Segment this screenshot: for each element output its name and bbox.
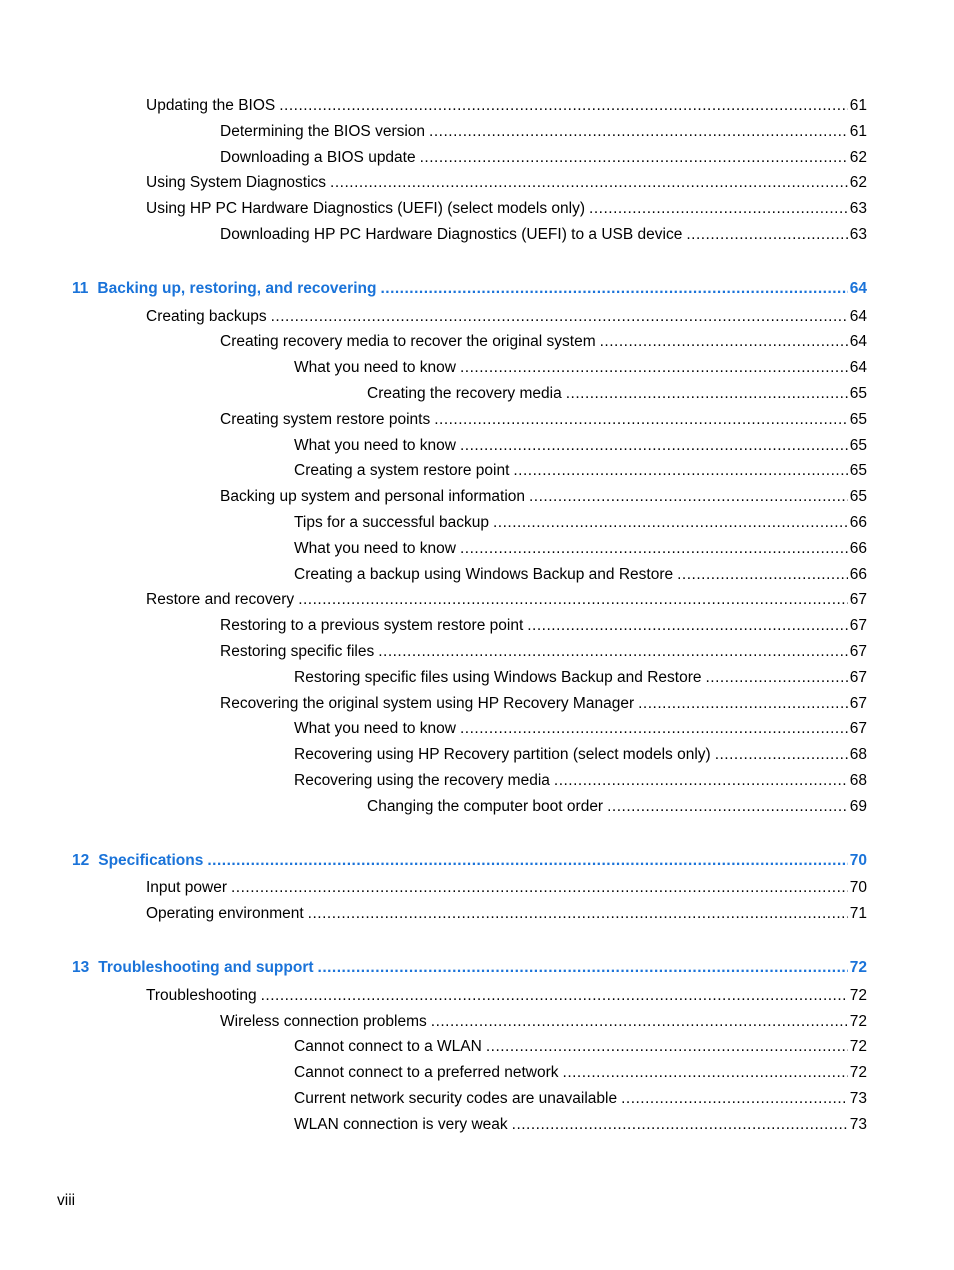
toc-entry-title: Using System Diagnostics (146, 174, 327, 192)
chapter-number: 13 (72, 959, 90, 976)
toc-page-number: 73 (849, 1115, 867, 1133)
toc-page-number: 72 (849, 986, 867, 1004)
dot-leader (638, 693, 848, 715)
toc-entry-title: Specifications (98, 851, 204, 869)
toc-page-number: 72 (849, 1064, 867, 1082)
chapter-number: 11 (72, 279, 89, 297)
dot-leader (563, 1062, 848, 1084)
toc-entry-title: Recovering using the recovery media (294, 772, 550, 789)
toc-entry-link[interactable] (294, 1062, 867, 1084)
toc-entry-title: Troubleshooting and support (98, 959, 314, 976)
toc-entry-title: Using HP PC Hardware Diagnostics (UEFI) (select models only) (146, 200, 586, 218)
dot-leader (513, 460, 847, 482)
toc-page-number: 67 (849, 668, 867, 686)
dot-leader (378, 641, 848, 663)
dot-leader (318, 957, 848, 979)
toc-entry-title: Creating recovery media to recover the original system (220, 333, 596, 351)
toc-entry-title: Updating the BIOS (146, 97, 276, 114)
toc-entry-title: Current network security codes are unavailable (294, 1090, 618, 1107)
dot-leader (460, 435, 848, 457)
dot-leader (460, 538, 848, 560)
page-number: viii (57, 1192, 76, 1209)
dot-leader (308, 903, 848, 925)
dot-leader (261, 985, 848, 1007)
toc-entry-title: Creating a backup using Windows Backup and Restore (294, 565, 674, 583)
toc-entry-title: Recovering using HP Recovery partition (select models only) (294, 746, 711, 764)
dot-leader (527, 615, 848, 637)
toc-page-number: 61 (849, 97, 867, 114)
toc-entry-title: Changing the computer boot order (367, 797, 604, 815)
toc-entry-title: Troubleshooting (146, 986, 257, 1004)
toc-entry-link[interactable] (294, 770, 867, 792)
toc-chapter-link[interactable] (72, 957, 867, 979)
toc-page-number: 68 (849, 772, 867, 789)
dot-leader (589, 198, 848, 220)
toc-page-number: 64 (849, 279, 867, 297)
dot-leader (621, 1088, 848, 1110)
toc-page-number: 72 (849, 959, 867, 976)
toc-entry-title: Cannot connect to a preferred network (294, 1064, 559, 1082)
dot-leader (460, 357, 848, 379)
toc-entry-link[interactable] (367, 383, 867, 405)
toc-chapter-link[interactable] (72, 278, 867, 300)
dot-leader (486, 1036, 848, 1058)
toc-entry-link[interactable] (294, 1114, 867, 1136)
toc-entry-link[interactable] (146, 877, 867, 899)
toc-page-number: 65 (849, 410, 867, 428)
toc-page-number: 68 (849, 746, 867, 764)
toc-entry-title: What you need to know (294, 359, 456, 377)
toc-page-number: 67 (849, 617, 867, 635)
toc-page-number: 62 (849, 148, 867, 166)
dot-leader (420, 147, 848, 169)
toc-page-number: 63 (849, 226, 867, 243)
toc-entry-title: Determining the BIOS version (220, 122, 426, 140)
toc-page-number: 65 (849, 436, 867, 454)
toc-page-number: 65 (849, 462, 867, 480)
toc-page-number: 71 (849, 905, 867, 923)
toc-page-number: 63 (849, 200, 867, 218)
toc-page-number: 65 (849, 488, 867, 506)
dot-leader (271, 306, 848, 328)
dot-leader (279, 95, 848, 117)
toc-page-number: 70 (849, 851, 867, 869)
toc-entry-title: Tips for a successful backup (294, 514, 489, 531)
dot-leader (706, 667, 848, 689)
toc-entry-link[interactable] (294, 512, 867, 534)
dot-leader (460, 718, 848, 740)
dot-leader (231, 877, 848, 899)
dot-leader (434, 409, 848, 431)
toc-entry-link[interactable] (220, 693, 867, 715)
toc-entry-title: WLAN connection is very weak (294, 1115, 508, 1133)
toc-entry-link[interactable] (294, 460, 867, 482)
toc-entry-title: Restoring specific files (220, 643, 375, 660)
toc-entry-title: Input power (146, 879, 227, 897)
dot-leader (686, 224, 847, 246)
toc-page-number: 66 (849, 539, 867, 557)
toc-entry-link[interactable] (294, 564, 867, 586)
dot-leader (431, 1011, 848, 1033)
dot-leader (554, 770, 848, 792)
toc-entry-title: Restore and recovery (146, 591, 295, 609)
toc-entry-link[interactable] (220, 147, 867, 169)
toc-entry-link[interactable] (220, 331, 867, 353)
dot-leader (677, 564, 848, 586)
toc-entry-title: Cannot connect to a WLAN (294, 1038, 482, 1056)
toc-entry-link[interactable] (294, 1088, 867, 1110)
toc-entry-link[interactable] (220, 641, 867, 663)
toc-entry-title: What you need to know (294, 436, 456, 454)
dot-leader (566, 383, 848, 405)
toc-entry-link[interactable] (146, 985, 867, 1007)
dot-leader (429, 121, 848, 143)
toc-entry-link[interactable] (220, 224, 867, 246)
toc-entry-link[interactable] (146, 903, 867, 925)
toc-entry-title: Restoring to a previous system restore point (220, 617, 524, 635)
toc-entry-title: Downloading a BIOS update (220, 148, 416, 166)
dot-leader (330, 172, 848, 194)
toc-entry-link[interactable] (294, 435, 867, 457)
toc-entry-title: Creating backups (146, 307, 267, 325)
toc-entry-link[interactable] (146, 306, 867, 328)
toc-page-number: 64 (849, 307, 867, 325)
dot-leader (380, 278, 847, 300)
toc-entry-link[interactable] (146, 172, 867, 194)
toc-entry-link[interactable] (294, 718, 867, 740)
toc-page-number: 72 (849, 1012, 867, 1030)
toc-entry-title: Recovering the original system using HP Recovery Manager (220, 694, 635, 712)
toc-page-number: 70 (849, 879, 867, 897)
toc-entry-title: Creating the recovery media (367, 385, 562, 402)
toc-entry-title: Creating a system restore point (294, 462, 510, 480)
toc-entry-title: Restoring specific files using Windows Backup and Restore (294, 668, 702, 686)
toc-entry-title: Operating environment (146, 905, 304, 923)
toc-entry-title: Wireless connection problems (220, 1012, 427, 1030)
toc-entry-title: Backing up system and personal information (220, 488, 525, 506)
toc-entry-link[interactable] (220, 409, 867, 431)
toc-entry-link[interactable] (146, 95, 867, 117)
dot-leader (512, 1114, 848, 1136)
toc-page-number: 66 (849, 565, 867, 583)
toc-entry-title: What you need to know (294, 539, 456, 557)
toc-entry-link[interactable] (220, 615, 867, 637)
toc-entry-link[interactable] (294, 744, 867, 766)
toc-entry-link[interactable] (220, 486, 867, 508)
toc-page-number: 67 (849, 591, 867, 609)
dot-leader (207, 850, 847, 872)
toc-entry-link[interactable] (220, 1011, 867, 1033)
dot-leader (298, 589, 848, 611)
toc-entry-link[interactable] (294, 538, 867, 560)
dot-leader (607, 796, 848, 818)
chapter-number: 12 (72, 851, 90, 869)
toc-entry-link[interactable] (294, 357, 867, 379)
toc-page-number: 67 (849, 720, 867, 738)
toc-page-number: 67 (849, 694, 867, 712)
toc-page-number: 73 (849, 1090, 867, 1107)
toc-page-number: 65 (849, 385, 867, 402)
toc-page-number: 64 (849, 359, 867, 377)
toc-page-number: 67 (849, 643, 867, 660)
dot-leader (715, 744, 848, 766)
toc-entry-link[interactable] (146, 589, 867, 611)
dot-leader (493, 512, 848, 534)
toc-entry-title: Downloading HP PC Hardware Diagnostics (UEFI) to a USB device (220, 226, 683, 243)
toc-page-number: 69 (849, 797, 867, 815)
toc-entry-link[interactable] (146, 198, 867, 220)
toc-entry-title: Backing up, restoring, and recovering (97, 279, 377, 297)
toc-page-number: 62 (849, 174, 867, 192)
toc-entry-link[interactable] (367, 796, 867, 818)
toc-chapter-link[interactable] (72, 850, 867, 872)
toc-entry-title: Creating system restore points (220, 410, 431, 428)
toc-page-number: 72 (849, 1038, 867, 1056)
toc-entry-title: What you need to know (294, 720, 456, 738)
toc-page-number: 66 (849, 514, 867, 531)
toc-entry-link[interactable] (294, 1036, 867, 1058)
dot-leader (600, 331, 848, 353)
toc-entry-link[interactable] (294, 667, 867, 689)
toc-entry-link[interactable] (220, 121, 867, 143)
toc-page-number: 64 (849, 333, 867, 351)
toc-page-number: 61 (849, 122, 867, 140)
dot-leader (529, 486, 848, 508)
